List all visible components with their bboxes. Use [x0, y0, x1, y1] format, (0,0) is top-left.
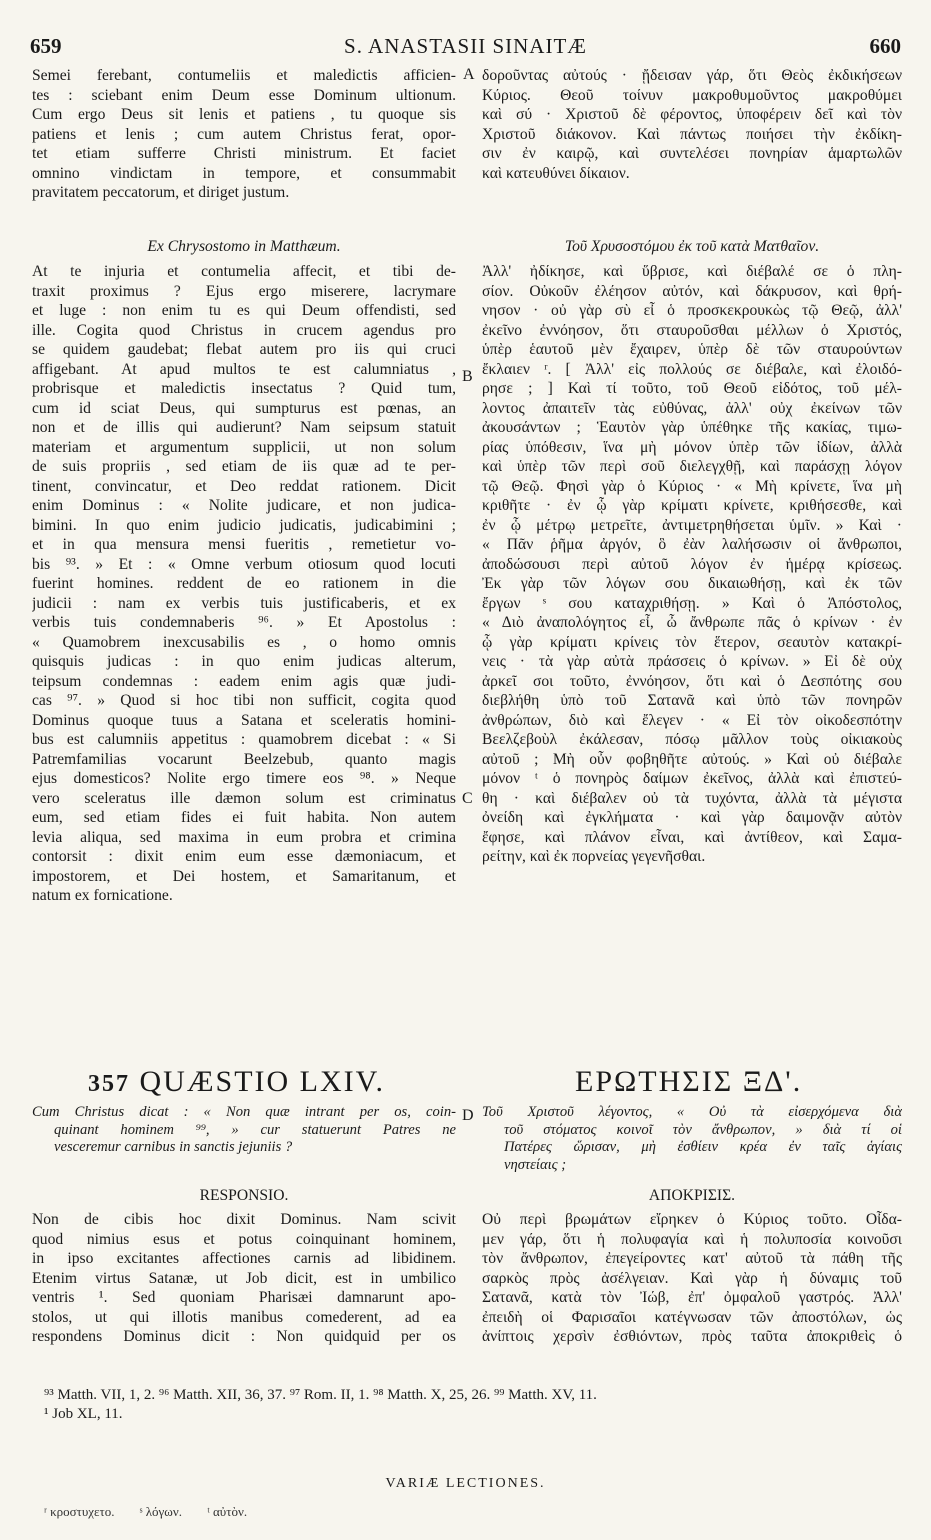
text-line: Cum ergo Deus sit lenis et patiens , tu quoque sis: [32, 106, 456, 123]
footnote-line: ⁹³ Matth. VII, 1, 2. ⁹⁶ Matth. XII, 36, 37. ⁹⁷ Rom. II, 1. ⁹⁸ Matth. X, 25, 26. ⁹⁹ Matth. XV, 11.: [44, 1387, 597, 1403]
text-line: ventris ¹. Sed quoniam Pharisæi damnarunt apo-: [32, 1289, 456, 1306]
text-line: Non de cibis hoc dixit Dominus. Nam scivit: [32, 1211, 456, 1228]
variant-reading: ʳ κροστυχετο.: [44, 1504, 115, 1519]
text-line: ἐπειδὴ οἱ Φαρισαῖοι κατέγνωσαν τῶν ἀποστόλων, ὡς: [482, 1308, 902, 1326]
question-text-latin: [32, 1104, 456, 1157]
text-line: impostorem, et Dei hostem, et Samaritanum, et: [32, 867, 456, 885]
text-line: ὑπὲρ ἑαυτοῦ μὲν ἔχαιρεν, ὑπὲρ δὲ τῶν σταυρούντων: [482, 341, 902, 358]
responsio-label: RESPONSIO.: [199, 1187, 289, 1204]
text-line: « Πᾶν ῥῆμα ἀργόν, ὃ ἐὰν λαλήσωσιν οἱ ἄνθρωποι,: [482, 536, 902, 553]
question-text-greek: [482, 1104, 902, 1174]
latin-body-block: [32, 262, 456, 906]
text-line: Βεελζεβοὺλ ἐκάλεσαν, πόσῳ μᾶλλον τοὺς οἰκιακοὺς: [482, 731, 902, 748]
text-line: Patremfamilias vocarunt Beelzebub, quanto magis: [32, 750, 456, 768]
section-heading: Ex Chrysostomo in Matthæum.: [147, 238, 341, 255]
column-number: 357: [88, 1071, 130, 1097]
text-line: et luge : non enim tu es qui Deum offendisti, sed: [32, 302, 456, 319]
text-line: διεβλήθη ὑπὸ τοῦ Σατανᾶ καὶ ὑπὸ τῶν πονηρῶν: [482, 692, 902, 709]
text-line: κριθῆτε · ἐν ᾧ γὰρ κρίματι κρίνετε, κριθήσεσθε, καὶ: [482, 497, 902, 514]
text-line: non et de illis qui audierunt? Nam seipsum statuit: [32, 419, 456, 436]
margin-letter-c: C: [462, 790, 473, 807]
text-line: materiam et argumentum supplicii, ut non solum: [32, 438, 456, 456]
responsio-heading-latin: [32, 1186, 456, 1206]
text-line: quisquis judicas : in quo enim judicas alterum,: [32, 653, 456, 670]
greek-body-block: [482, 262, 902, 867]
text-line: καὶ ὑπὲρ τῶν περὶ σοῦ διελεγχθῇ, καὶ παράσχῃ λόγον: [482, 458, 902, 475]
text-line: Ἐκ γὰρ τῶν λόγων σου δικαιωθήσῃ, καὶ ἐκ τῶν: [482, 575, 902, 592]
text-line: tinent, convincatur, et Deo reddat rationem. Dicit: [32, 477, 456, 495]
text-line: vero sceleratus ille dæmon solum est criminatus: [32, 789, 456, 807]
text-line: σιν ἐν καιρῷ, καὶ συντελέσει πονηρίαν ἁμαρτωλῶν: [482, 145, 902, 162]
text-line: νεις · τὰ γὰρ αὐτὰ πράσσεις ὁ κρίνων. » Εἰ δὲ οὐχ: [482, 653, 902, 670]
text-line: ρείτην, καὶ ἐκ πορνείας γεγενῆσθαι.: [482, 848, 706, 865]
text-line: bus est calumniis appetitus : quamobrem dicebat : « Si: [32, 731, 456, 748]
question-title-greek: ΕΡΩΤΗΣΙΣ ΞΔ'.: [575, 1065, 803, 1098]
text-line: patiens et lenis ; cum autem Christus ferat, opor-: [32, 125, 456, 143]
text-line: σίον. Οὐκοῦν ἐλέησον αὐτόν, καὶ δάκρυσον, καὶ θρή-: [482, 282, 902, 300]
responsio-label: ΑΠΟΚΡΙΣΙΣ.: [648, 1187, 736, 1204]
text-line: θη · καὶ διέβαλεν οὐ τὰ τυχόντα, ἀλλὰ τὰ μέγιστα: [482, 789, 902, 807]
text-line: cas ⁹⁷. » Quod si hoc tibi non sufficit, cogita quod: [32, 692, 456, 709]
responsio-heading-greek: [482, 1186, 902, 1206]
text-line: quinant hominem ⁹⁹, » cur statuerunt Patres ne: [54, 1121, 456, 1138]
question-title-latin: QUÆSTIO LXIV.: [139, 1065, 385, 1098]
latin-top-block: [32, 66, 456, 203]
margin-letter-b: B: [462, 368, 473, 385]
question-heading-latin: [88, 1065, 385, 1099]
text-line: δοροῦντας αὐτούς · ᾔδεισαν γάρ, ὅτι Θεὸς ἐκδικήσεων: [482, 67, 902, 84]
text-line: ille. Cogita quod Christus in crucem agendus pro: [32, 321, 456, 339]
text-line: vesceremur carnibus in sanctis jejuniis ?: [54, 1139, 293, 1156]
text-line: ἔκλαιεν ʳ. [ Ἀλλ' εἰς πολλούς σε διέβαλε, καὶ ἐλοιδό-: [482, 360, 902, 378]
text-line: tes : sciebant enim Deum esse Dominum ultionum.: [32, 86, 456, 104]
text-line: τοῦ στόματος κοινοῖ τὸν ἄνθρωπον, » διὰ τί οἱ: [504, 1121, 902, 1138]
text-line: natum ex fornicatione.: [32, 887, 173, 904]
text-line: μόνον ᵗ ὁ πονηρὸς δαίμων ἐκεῖνος, ἀλλὰ καὶ ἐπιστεύ-: [482, 770, 902, 787]
text-line: νησον · οὐ γὰρ σὺ εἶ ὁ προσκεκρουκὼς τῷ Θεῷ, ἀλλ': [482, 302, 902, 319]
text-line: ἐκεῖνο ἐννόησον, ὅτι σταυροῦσθαι μέλλων ὁ Χριστός,: [482, 321, 902, 339]
text-line: bis ⁹³. » Et : « Omne verbum otiosum quod locuti: [32, 555, 456, 573]
text-line: teipsum condemnas : eadem enim agis quæ judi-: [32, 672, 456, 690]
text-line: de suis propriis , sed etiam de iis quæ ad te per-: [32, 458, 456, 475]
text-line: Τοῦ Χριστοῦ λέγοντος, « Οὐ τὰ εἰσερχόμενα διὰ: [482, 1104, 902, 1120]
margin-letter-a: A: [463, 66, 475, 83]
text-line: affigebant. At apud multos te est calumniatus ,: [32, 360, 456, 378]
text-line: stolos, ut qui illotis manibus comederent, ad ea: [32, 1308, 456, 1326]
text-line: pravitatem peccatorum, et diriget justum.: [32, 184, 290, 201]
text-line: ἔργων ˢ σου καταχριθήσῃ. » Καὶ ὁ Ἀπόστολος,: [482, 594, 902, 612]
running-title: S. ANASTASII SINAITÆ: [344, 34, 587, 58]
variant-reading: ˢ λόγων.: [139, 1504, 182, 1519]
text-line: ἀρκεῖ σοι τοῦτο, ἐννόησον, ὅτι καὶ ὁ Δεσπότης σου: [482, 672, 902, 690]
text-line: Σατανᾶ, κατὰ τὸν Ἰώβ, ἐπ' ὀμφαλοῦ γαστρός. Ἀλλ': [482, 1289, 902, 1306]
text-line: bimini. In quo enim judicio judicatis, judicabimini ;: [32, 516, 456, 534]
text-line: αὐτοῦ ; Μὴ οὖν φοβηθῆτε αὐτούς. » Καὶ οὐ διέβαλε: [482, 750, 902, 768]
text-line: ᾧ γὰρ κρίματι κρίνεις τὸν ἕτερον, σεαυτὸν κατακρί-: [482, 633, 902, 651]
text-line: tet etiam sufferre Christi ministrum. Et faciet: [32, 145, 456, 162]
answer-greek: [482, 1210, 902, 1347]
text-line: μεν γάρ, ὅτι ἡ πολυφαγία καὶ ἡ πολυποσία κοινοῦσι: [482, 1230, 902, 1248]
text-line: At te injuria et contumelia affecit, et tibi de-: [32, 263, 456, 280]
greek-section-heading: [482, 237, 902, 257]
text-line: enim Dominus : « Nolite judicare, et non judica-: [32, 497, 456, 514]
footnotes: [44, 1386, 597, 1424]
footnote-line: ¹ Job XL, 11.: [44, 1406, 123, 1422]
text-line: « Quamobrem inexcusabilis es , o homo omnis: [32, 633, 456, 651]
text-line: « Διὸ ἀναπολόγητος εἶ, ὦ ἄνθρωπε πᾶς ὁ κρίνων · ἐν: [482, 614, 902, 631]
text-line: se quidem gaudebat; flebat autem pro iis qui cruci: [32, 341, 456, 358]
text-line: Ἀλλ' ἠδίκησε, καὶ ὕβρισε, καὶ διέβαλέ σε ὁ πλη-: [482, 263, 902, 280]
text-line: ἐν ᾧ μέτρῳ μετρεῖτε, ἀντιμετρηθήσεται ὑμῖν. » Καὶ ·: [482, 516, 902, 534]
text-line: quod nimius esus et potus coinquinant hominem,: [32, 1230, 456, 1248]
text-line: ἀποδώσουσι περὶ αὐτοῦ λόγον ἐν ἡμέρᾳ κρίσεως.: [482, 555, 902, 573]
latin-section-heading: [32, 237, 456, 257]
text-line: ἔφησε, καὶ πλάνον εἶναι, καὶ ἀντίθεον, καὶ Σαμα-: [482, 828, 902, 846]
text-line: ρησε ; ] Καὶ τί τοῦτο, τοῦ Θεοῦ εἰδότος, τοῦ μέλ-: [482, 380, 902, 397]
page-number-left: 659: [30, 34, 62, 58]
margin-letter-d: D: [462, 1107, 474, 1124]
answer-latin: [32, 1210, 456, 1347]
greek-top-block: [482, 66, 902, 183]
text-line: Cum Christus dicat : « Non quæ intrant per os, coin-: [32, 1104, 456, 1120]
text-line: traxit proximus ? Ejus ergo miserere, lacrymare: [32, 282, 456, 300]
text-line: verbis tuis condemnaberis ⁹⁶. » Et Apostolus :: [32, 614, 456, 631]
text-line: et in qua mensura mensi fueritis , remetietur vo-: [32, 536, 456, 553]
text-line: ρίας ὑπόθεσιν, ἵνα μὴ μόνον ὑπὲρ τῶν ἰδίων, ἀλλὰ: [482, 438, 902, 456]
text-line: ἀνίπτοις χερσὶν ἐσθιόντων, πρὸς ταῦτα ἀποκριθεὶς ὁ: [482, 1328, 902, 1345]
text-line: Οὐ περὶ βρωμάτων εἴρηκεν ὁ Κύριος τοῦτο. Οἶδα-: [482, 1211, 902, 1228]
text-line: judicii : nam ex verbis tuis justificaberis, et ex: [32, 594, 456, 612]
text-line: Χριστοῦ διάκονον. Καὶ πάντως ποιήσει τὴν ἐκδίκη-: [482, 125, 902, 143]
text-line: respondens Dominus dicit : Non quidquid per os: [32, 1328, 456, 1345]
variae-lectiones-heading: VARIÆ LECTIONES.: [385, 1476, 546, 1491]
text-line: Semei ferebant, contumeliis et maledictis afficien-: [32, 67, 456, 84]
text-line: levia aliqua, sed maxima in eum probra et crimina: [32, 828, 456, 846]
text-line: fuerint homines. reddent de eo rationem in die: [32, 575, 456, 592]
text-line: Κύριος. Θεοῦ τοίνυν μακροθυμοῦντος μακροθύμει: [482, 86, 902, 104]
text-line: Etenim virtus Satanæ, ut Job dicit, est in umbilico: [32, 1269, 456, 1287]
text-line: contorsit : dixit enim eum esse dæmoniacum, et: [32, 848, 456, 865]
question-heading-greek: [575, 1065, 802, 1099]
text-line: καὶ κατευθύνει δίκαιον.: [482, 164, 630, 182]
text-line: νηστείαις ;: [504, 1156, 567, 1173]
text-line: probrisque et maledictis insectatus ? Quid tum,: [32, 380, 456, 397]
text-line: καὶ σύ · Χριστοῦ δὲ φέροντος, ὑποφέρειν δεῖ καὶ τὸν: [482, 106, 902, 123]
text-line: ἀκουσάντων ; Ἑαυτὸν γὰρ ὑπέθηκε τῆς κακίας, τιμω-: [482, 419, 902, 436]
text-line: λοντος ἀπαιτεῖν τὰς εὐθύνας, ἀλλ' οὐχ ἐκείνων τῶν: [482, 399, 902, 417]
text-line: Πατέρες ὥρισαν, μὴ ἐσθίειν κρέα ἐν ταῖς ἁγίαις: [504, 1139, 902, 1156]
text-line: σαρκὸς πρὸς ἀσέλγειαν. Καὶ γὰρ ἡ δύναμις τοῦ: [482, 1269, 902, 1287]
text-line: τὸν ἄνθρωπον, ἐπεγείροντες κατ' αὐτοῦ τὰ πάθη τῆς: [482, 1250, 902, 1267]
text-line: ὀνείδη καὶ ἐγκλήματα · καὶ γὰρ δαιμονᾷν αὐτὸν: [482, 809, 902, 826]
variant-reading: ᵗ αὐτὸν.: [207, 1504, 248, 1519]
running-header: [30, 34, 901, 60]
section-heading: Τοῦ Χρυσοστόμου ἐκ τοῦ κατὰ Ματθαῖον.: [564, 238, 820, 255]
text-line: ejus domesticos? Nolite ergo timere eos ⁹⁸. » Neque: [32, 770, 456, 787]
page-number-right: 660: [869, 34, 901, 58]
text-line: τῷ Θεῷ. Φησὶ γὰρ ὁ Κύριος · « Μὴ κρίνετε, ἵνα μὴ: [482, 477, 902, 495]
text-line: omnino vindictam in tempore, et consummabit: [32, 164, 456, 182]
text-line: eum, sed etiam fides ei fuit habita. Non autem: [32, 809, 456, 826]
text-line: Dominus quoque tuus a Satana et sceleratis homini-: [32, 711, 456, 729]
text-line: ἀνθρώπων, διὸ καὶ ἔλεγεν · « Εἰ τὸν οἰκοδεσπότην: [482, 711, 902, 729]
text-line: cum id sciat Deus, qui sumpturus est pœnas, an: [32, 399, 456, 417]
text-line: in ipso excitantes affectiones carnis ad libidinem.: [32, 1250, 456, 1267]
variae-lectiones: [44, 1504, 269, 1520]
